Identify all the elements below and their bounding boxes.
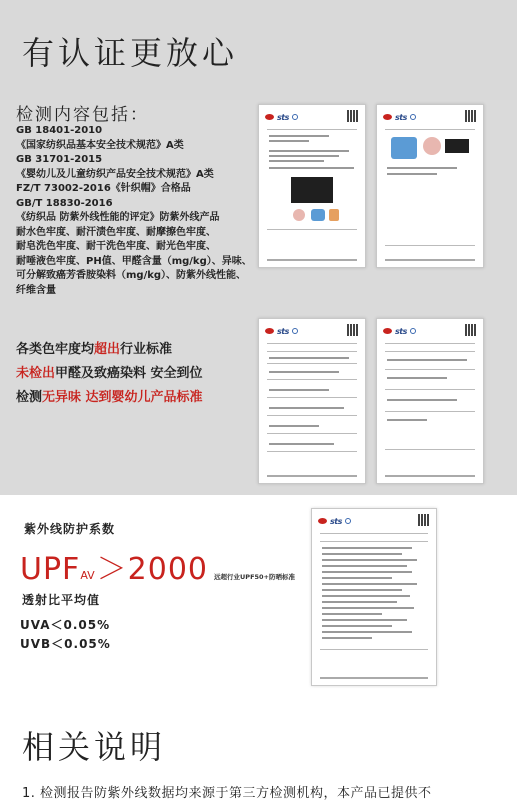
report-header xyxy=(383,324,477,338)
upf-subscript: AV xyxy=(80,569,95,582)
table-rule xyxy=(267,433,357,434)
report-text xyxy=(322,565,407,567)
uv-test-report-image xyxy=(311,508,437,686)
report-text xyxy=(269,160,324,162)
report-text xyxy=(322,613,382,615)
sample-photo-pink xyxy=(423,137,441,155)
divider xyxy=(267,343,357,344)
report-text xyxy=(269,371,339,373)
table-rule xyxy=(385,389,475,390)
lab-logo-icon xyxy=(265,328,274,334)
test-report-image-3 xyxy=(258,318,366,484)
divider xyxy=(320,533,428,534)
hero-title: 有认证更放心 xyxy=(22,34,239,72)
report-text xyxy=(387,377,447,379)
table-rule xyxy=(267,415,357,416)
table-rule xyxy=(385,369,475,370)
test-report-image-2 xyxy=(376,104,484,268)
notes-title: 相关说明 xyxy=(22,728,167,766)
lab-logo-icon xyxy=(318,518,327,524)
report-text xyxy=(269,167,354,169)
report-footer xyxy=(267,259,357,261)
uva-value: UVA＜0.05% xyxy=(20,618,111,632)
standard-line: GB 31701-2015 xyxy=(16,154,103,165)
divider xyxy=(385,245,475,246)
report-header xyxy=(383,110,477,124)
uv-protection-caption: 紫外线防护系数 xyxy=(24,522,116,536)
report-footer xyxy=(385,259,475,261)
standard-line: 《纺织品 防紫外线性能的评定》防紫外线产品 xyxy=(16,212,220,223)
report-text xyxy=(322,547,412,549)
table-rule xyxy=(267,379,357,380)
report-text xyxy=(269,357,349,359)
report-text xyxy=(322,589,402,591)
lab-logo-icon xyxy=(383,114,392,120)
report-text xyxy=(322,637,372,639)
report-header xyxy=(265,324,359,338)
sample-photo-tan xyxy=(329,209,339,221)
sts-logo-icon: sts xyxy=(277,326,289,336)
transmittance-title: 透射比平均值 xyxy=(22,593,101,607)
lab-logo-icon xyxy=(383,328,392,334)
report-footer xyxy=(267,475,357,477)
sample-photo-blue xyxy=(391,137,417,159)
standards-list xyxy=(16,124,256,298)
quality-claims xyxy=(16,338,256,410)
test-report-image-4 xyxy=(376,318,484,484)
sts-logo-icon: sts xyxy=(330,516,342,526)
divider xyxy=(385,449,475,450)
standard-line: 《国家纺织品基本安全技术规范》A类 xyxy=(16,139,184,151)
claim-line: 各类色牢度均超出行业标准 xyxy=(16,342,173,357)
report-text xyxy=(387,173,437,175)
sts-logo-icon: sts xyxy=(395,326,407,336)
report-footer xyxy=(320,677,428,679)
sample-photo-black xyxy=(291,177,333,203)
report-text xyxy=(322,595,410,597)
report-text xyxy=(269,389,329,391)
sample-photo-black xyxy=(445,139,469,153)
lab-logo-icon xyxy=(265,114,274,120)
report-text xyxy=(322,583,417,585)
report-text xyxy=(322,631,412,633)
divider xyxy=(267,129,357,130)
qr-code-icon xyxy=(418,514,430,526)
accreditation-icon xyxy=(345,518,351,524)
report-header xyxy=(265,110,359,124)
report-text xyxy=(269,155,339,157)
report-text xyxy=(269,407,344,409)
qr-code-icon xyxy=(465,324,477,336)
divider xyxy=(267,229,357,230)
accreditation-icon xyxy=(292,114,298,120)
divider xyxy=(385,129,475,130)
sample-photo-pink xyxy=(293,209,305,221)
report-footer xyxy=(385,475,475,477)
report-text xyxy=(269,425,319,427)
report-text xyxy=(322,619,407,621)
report-text xyxy=(269,140,309,142)
report-text xyxy=(322,553,402,555)
table-rule xyxy=(320,541,428,542)
note-line-1: 1. 检测报告防紫外线数据均来源于第三方检测机构，本产品已提供不 xyxy=(22,786,432,800)
tests-heading: 检测内容包括： xyxy=(16,105,149,125)
upf-value: ＞2000 xyxy=(96,552,209,587)
test-report-image-1 xyxy=(258,104,366,268)
accreditation-icon xyxy=(410,114,416,120)
report-text xyxy=(387,167,457,169)
upf-label: UPF xyxy=(20,552,81,587)
accreditation-icon xyxy=(292,328,298,334)
table-rule xyxy=(385,411,475,412)
standard-line: 耐唾液色牢度、PH值、甲醛含量（mg/kg）、异味、 xyxy=(16,255,252,267)
uvb-value: UVB＜0.05% xyxy=(20,637,111,651)
sts-logo-icon: sts xyxy=(395,112,407,122)
divider xyxy=(385,343,475,344)
qr-code-icon xyxy=(465,110,477,122)
report-text xyxy=(322,559,417,561)
standard-line: GB/T 18830-2016 xyxy=(16,197,113,209)
qr-code-icon xyxy=(347,110,359,122)
report-text xyxy=(269,135,329,137)
report-text xyxy=(322,571,412,573)
report-text xyxy=(322,577,392,579)
claim-line: 未检出甲醛及致癌染料 安全到位 xyxy=(16,366,203,381)
report-header xyxy=(318,514,430,528)
report-text xyxy=(269,150,349,152)
standard-line: 纤维含量 xyxy=(16,284,56,296)
table-rule xyxy=(385,351,475,352)
table-rule xyxy=(267,363,357,364)
standard-line: 耐水色牢度、耐汗渍色牢度、耐摩擦色牢度、 xyxy=(16,226,216,238)
table-rule xyxy=(267,351,357,352)
accreditation-icon xyxy=(410,328,416,334)
standard-line: 可分解致癌芳香胺染料（mg/kg）、防紫外线性能、 xyxy=(16,270,247,281)
standard-line: 耐皂洗色牢度、耐干洗色牢度、耐光色牢度、 xyxy=(16,241,216,252)
standard-line: FZ/T 73002-2016《针织帽》合格品 xyxy=(16,183,191,194)
report-text xyxy=(322,607,414,609)
report-text xyxy=(269,443,334,445)
table-rule xyxy=(267,451,357,452)
report-text xyxy=(322,625,392,627)
qr-code-icon xyxy=(347,324,359,336)
standard-line: 《婴幼儿及儿童纺织产品安全技术规范》A类 xyxy=(16,168,214,180)
report-text xyxy=(387,399,457,401)
standard-line: GB 18401-2010 xyxy=(16,125,103,136)
upf-rating xyxy=(20,544,295,588)
claim-line: 检测无异味 达到婴幼儿产品标准 xyxy=(16,390,203,405)
report-text xyxy=(387,419,427,421)
sample-photo-blue xyxy=(311,209,325,221)
sts-logo-icon: sts xyxy=(277,112,289,122)
report-text xyxy=(387,359,467,361)
table-rule xyxy=(267,397,357,398)
divider xyxy=(320,649,428,650)
report-text xyxy=(322,601,397,603)
upf-note: 远超行业UPF50+防晒标准 xyxy=(214,573,296,581)
